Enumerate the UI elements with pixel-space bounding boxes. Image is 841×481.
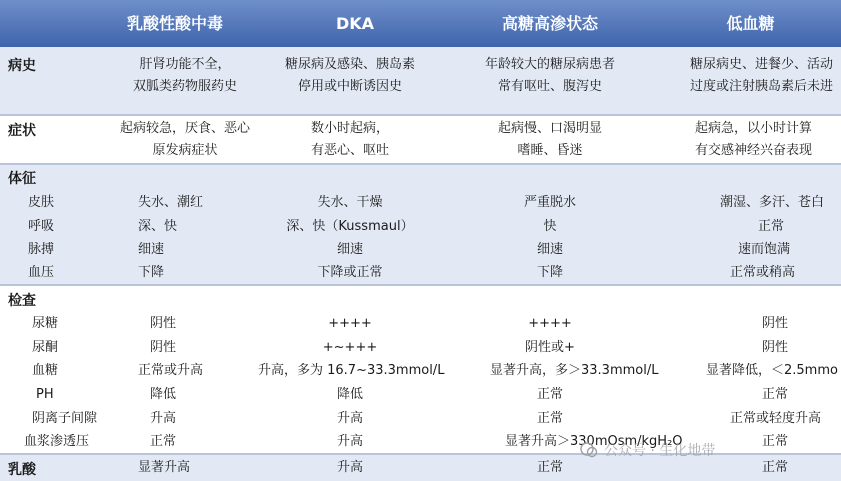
symptoms-lactic-line1: 起病较急，厌食、恶心 <box>119 121 250 136</box>
symptoms-hhs-line1: 起病慢、口渴明显 <box>497 121 602 136</box>
symptoms-dka-line2: 有恶心、呕吐 <box>310 143 389 158</box>
tests-label: 检查 <box>8 293 36 309</box>
symptoms-label: 症状 <box>8 123 36 139</box>
symptoms-hypo-line1: 起病急，以小时计算 <box>695 121 813 136</box>
tests-urine-ketone-dka: +~+++ <box>322 340 378 355</box>
history-hhs-line2: 常有呕吐、腹泻史 <box>497 79 602 94</box>
signs-breath-hypo: 正常 <box>758 219 785 234</box>
signs-pulse-lactic: 细速 <box>138 242 165 257</box>
history-dka-line1: 糖尿病及感染、胰岛素 <box>284 57 415 72</box>
signs-pulse-label: 脉搏 <box>28 242 55 257</box>
signs-pulse-dka: 细速 <box>336 242 363 257</box>
signs-skin-lactic: 失水、潮红 <box>138 195 204 210</box>
signs-breath-hhs: 快 <box>543 219 557 234</box>
signs-bp-hhs: 下降 <box>536 265 563 280</box>
tests-urine-ketone-hhs: 阴性或+ <box>525 340 575 355</box>
signs-breath-lactic: 深、快 <box>138 219 178 234</box>
tests-urine-sugar-dka: ++++ <box>328 316 372 331</box>
tests-blood-glucose-dka: 升高，多为 16.7~33.3mmol/L <box>258 363 445 378</box>
tests-urine-sugar-label: 尿糖 <box>32 316 59 331</box>
watermark-text: 公众号 · 生化地带 <box>604 443 716 459</box>
tests-ph-hhs: 正常 <box>536 387 563 402</box>
header-hypoglycemia: 低血糖 <box>726 14 775 33</box>
history-hypo-line2: 过度或注射胰岛素后未进 <box>690 79 834 94</box>
lactate-dka: 升高 <box>336 460 363 475</box>
signs-bp-lactic: 下降 <box>138 265 165 280</box>
signs-pulse-hypo: 速而饱满 <box>738 242 791 257</box>
signs-skin-hhs: 严重脱水 <box>523 195 576 210</box>
tests-anion-gap-dka: 升高 <box>336 411 363 426</box>
tests-ph-label: PH <box>36 387 54 402</box>
history-dka-line2: 停用或中断诱因史 <box>297 79 402 94</box>
table-header <box>0 0 841 47</box>
tests-anion-gap-hhs: 正常 <box>536 411 563 426</box>
tests-blood-glucose-hypo: 显著降低，＜2.5mmo <box>706 363 838 378</box>
lactate-hypo: 正常 <box>762 460 789 475</box>
header-hhs: 高糖高渗状态 <box>501 14 598 33</box>
signs-skin-hypo: 潮湿、多汗、苍白 <box>720 195 825 210</box>
tests-osmolality-hhs: 显著升高＞330mOsm/kgH₂O <box>505 434 683 449</box>
tests-urine-ketone-lactic: 阴性 <box>150 340 177 355</box>
history-lactic-line2: 双胍类药物服药史 <box>132 79 237 94</box>
tests-blood-glucose-lactic: 正常或升高 <box>138 363 204 378</box>
symptoms-lactic-line2: 原发病症状 <box>152 143 218 158</box>
history-hhs-line1: 年龄较大的糖尿病患者 <box>484 57 615 72</box>
signs-breath-dka: 深、快（Kussmaul） <box>286 219 414 234</box>
tests-anion-gap-hypo: 正常或轻度升高 <box>730 411 822 426</box>
header-dka: DKA <box>335 14 375 33</box>
wechat-logo-icon <box>580 441 598 459</box>
tests-osmolality-lactic: 正常 <box>150 434 177 449</box>
tests-urine-ketone-hypo: 阴性 <box>762 340 789 355</box>
signs-label: 体征 <box>8 171 36 187</box>
signs-skin-label: 皮肤 <box>28 195 55 210</box>
symptoms-dka-line1: 数小时起病， <box>310 121 389 136</box>
history-hypo-line1: 糖尿病史、进餐少、活动 <box>690 57 834 72</box>
header-lactic-acidosis: 乳酸性酸中毒 <box>126 14 223 33</box>
symptoms-hhs-line2: 嗜睡、昏迷 <box>517 143 583 158</box>
signs-pulse-hhs: 细速 <box>536 242 563 257</box>
tests-urine-sugar-hypo: 阴性 <box>762 316 789 331</box>
signs-bp-label: 血压 <box>28 265 55 280</box>
tests-blood-glucose-label: 血糖 <box>32 363 59 378</box>
signs-skin-dka: 失水、干燥 <box>317 195 383 210</box>
tests-urine-ketone-label: 尿酮 <box>32 340 59 355</box>
tests-ph-lactic: 降低 <box>150 387 177 402</box>
signs-bp-hypo: 正常或稍高 <box>730 265 796 280</box>
signs-bp-dka: 下降或正常 <box>317 265 383 280</box>
tests-osmolality-dka: 升高 <box>336 434 363 449</box>
history-label: 病史 <box>8 58 36 74</box>
tests-osmolality-hypo: 正常 <box>762 434 789 449</box>
symptoms-hypo-line2: 有交感神经兴奋表现 <box>695 143 813 158</box>
tests-ph-dka: 降低 <box>336 387 363 402</box>
tests-blood-glucose-hhs: 显著升高，多＞33.3mmol/L <box>490 363 659 378</box>
signs-breath-label: 呼吸 <box>28 219 55 234</box>
tests-osmolality-label: 血浆渗透压 <box>24 434 90 449</box>
tests-anion-gap-lactic: 升高 <box>150 411 177 426</box>
lactate-lactic: 显著升高 <box>138 460 191 475</box>
history-lactic-line1: 肝肾功能不全， <box>139 57 231 72</box>
tests-urine-sugar-hhs: ++++ <box>528 316 572 331</box>
lactate-label: 乳酸 <box>8 462 36 478</box>
tests-urine-sugar-lactic: 阴性 <box>150 316 177 331</box>
tests-ph-hypo: 正常 <box>762 387 789 402</box>
tests-anion-gap-label: 阴离子间隙 <box>32 411 98 426</box>
lactate-hhs: 正常 <box>536 460 563 475</box>
